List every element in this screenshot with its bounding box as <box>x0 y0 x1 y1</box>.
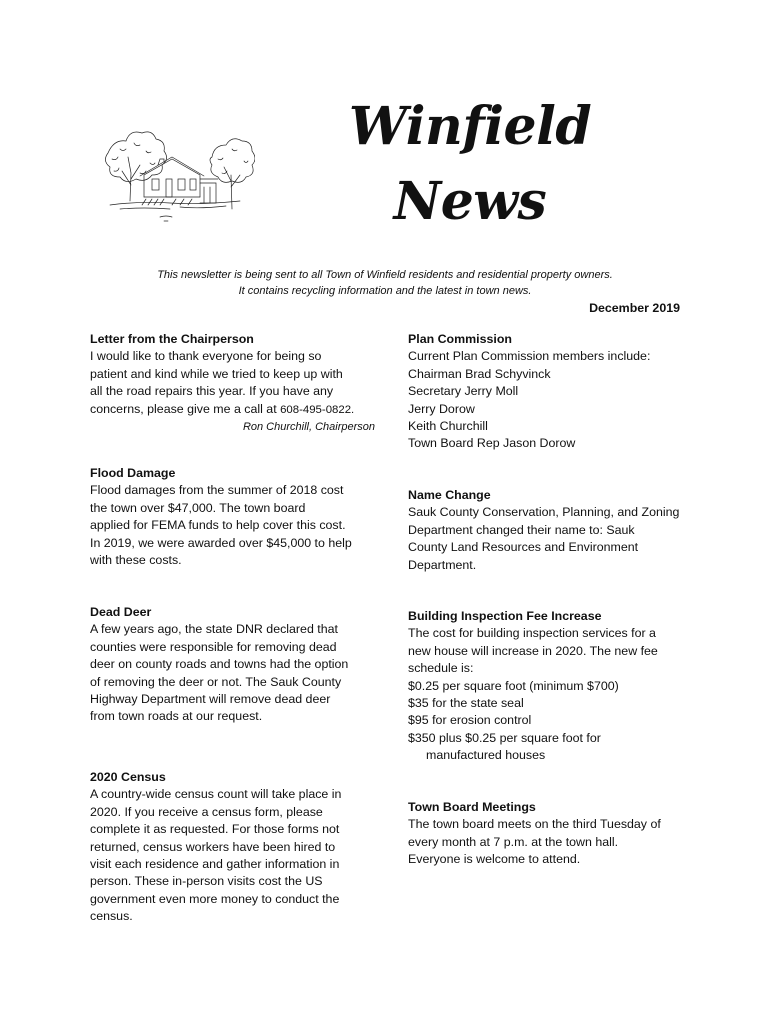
article-body <box>408 625 698 764</box>
body-line: with these costs. <box>90 553 182 568</box>
body-line: Chairman Brad Schyvinck <box>408 366 551 381</box>
newsletter-title-line1: Winfield <box>348 96 592 157</box>
body-line: I would like to thank everyone for being so <box>90 349 322 364</box>
body-line: The town board meets on the third Tuesday of <box>408 817 661 832</box>
body-line: Town Board Rep Jason Dorow <box>408 436 576 451</box>
article-heading: Letter from the Chairperson <box>90 332 254 346</box>
article-body <box>90 786 375 925</box>
body-line: of removing the deer or not. The Sauk County <box>90 674 342 689</box>
body-line: Sauk County Conservation, Planning, and Zoning <box>408 505 680 520</box>
body-line: complete it as requested. For those forms not <box>90 822 340 837</box>
body-line: patient and kind while we tried to keep up with <box>90 366 343 381</box>
body-line: A few years ago, the state DNR declared that <box>90 622 338 637</box>
body-line: government even more money to conduct the <box>90 891 340 906</box>
article-body <box>408 504 698 574</box>
body-line: Department changed their name to: Sauk <box>408 522 635 537</box>
article-body <box>90 482 375 569</box>
article-town-board-meetings <box>408 799 698 869</box>
body-line: new house will increase in 2020. The new fee <box>408 643 658 658</box>
body-line: counties were responsible for removing dead <box>90 639 337 654</box>
body-line: the town over $47,000. The town board <box>90 500 306 515</box>
body-line: person. These in-person visits cost the US <box>90 874 323 889</box>
body-line: The cost for building inspection services for a <box>408 626 656 641</box>
article-name-change <box>408 487 698 574</box>
body-line: In 2019, we were awarded over $45,000 to help <box>90 535 352 550</box>
body-line: Flood damages from the summer of 2018 cost <box>90 483 344 498</box>
intro-line-2: It contains recycling information and the latest in town news. <box>238 285 532 297</box>
body-line: Department. <box>408 557 477 572</box>
article-body <box>408 816 698 868</box>
article-heading: Town Board Meetings <box>408 800 536 814</box>
article-heading: Building Inspection Fee Increase <box>408 609 602 623</box>
body-line: deer on county roads and towns had the option <box>90 657 349 672</box>
issue-date: December 2019 <box>589 301 680 315</box>
article-flood-damage <box>90 465 375 569</box>
body-line: census. <box>90 909 133 924</box>
article-heading: 2020 Census <box>90 770 166 784</box>
fee-item-continuation: manufactured houses <box>426 748 546 763</box>
body-line: applied for FEMA funds to help cover this cost. <box>90 518 346 533</box>
fee-item: $350 plus $0.25 per square foot for <box>408 730 601 745</box>
article-2020-census <box>90 769 375 926</box>
body-line: from town roads at our request. <box>90 709 263 724</box>
fee-item: $95 for erosion control <box>408 713 532 728</box>
body-line: visit each residence and gather information in <box>90 857 340 872</box>
body-line: Highway Department will remove dead deer <box>90 692 331 707</box>
body-line: schedule is: <box>408 661 474 676</box>
body-line: returned, census workers have been hired to <box>90 839 336 854</box>
body-line <box>90 401 375 419</box>
chair-signature: Ron Churchill, Chairperson <box>242 421 375 434</box>
body-line: A country-wide census count will take place in <box>90 787 342 802</box>
chair-phone-number: 608-495-0822. <box>280 403 355 416</box>
article-heading: Dead Deer <box>90 605 152 619</box>
fee-item: $0.25 per square foot (minimum $700) <box>408 678 619 693</box>
body-line: Current Plan Commission members include: <box>408 349 651 364</box>
article-chair-letter <box>90 331 375 435</box>
body-line: 2020. If you receive a census form, please <box>90 804 323 819</box>
body-line: County Land Resources and Environment <box>408 540 639 555</box>
article-building-inspection-fees <box>408 608 698 765</box>
article-body <box>90 348 375 419</box>
body-line: Secretary Jerry Moll <box>408 384 519 399</box>
article-heading: Name Change <box>408 488 491 502</box>
article-heading: Plan Commission <box>408 332 512 346</box>
article-dead-deer <box>90 604 375 726</box>
intro-line-1: This newsletter is being sent to all Town of Winfield residents and residential property owners. <box>157 269 613 281</box>
body-line: Jerry Dorow <box>408 401 475 416</box>
body-line: every month at 7 p.m. at the town hall. <box>408 834 619 849</box>
newsletter-title-line2: News <box>393 171 547 232</box>
article-plan-commission <box>408 331 698 453</box>
article-body <box>408 348 698 452</box>
town-hall-sketch <box>100 113 255 235</box>
body-line: Everyone is welcome to attend. <box>408 852 581 867</box>
article-body <box>90 621 375 725</box>
body-text: concerns, please give me a call at <box>90 401 281 416</box>
article-heading: Flood Damage <box>90 466 176 480</box>
body-line: all the road repairs this year. If you have any <box>90 384 334 399</box>
fee-item: $35 for the state seal <box>408 696 524 711</box>
body-line: Keith Churchill <box>408 419 488 434</box>
